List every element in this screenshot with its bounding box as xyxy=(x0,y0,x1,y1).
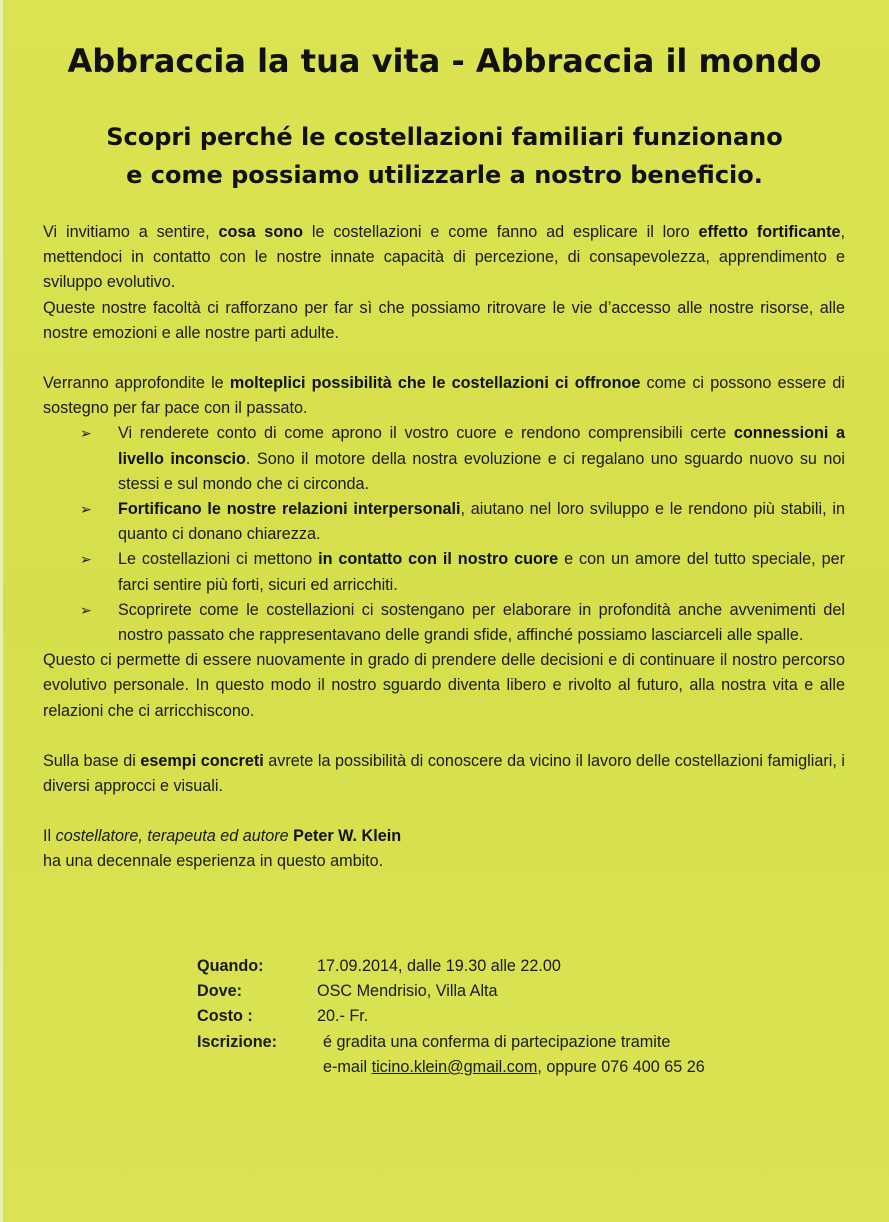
where-value: OSC Mendrisio, Villa Alta xyxy=(317,982,498,1001)
bold-run: esempi concreti xyxy=(140,751,264,770)
faculties-paragraph: Queste nostre facoltà ci rafforzano per far sì che possiamo ritrovare le vie d’accesso alle nostre risorse, alle nostre emozioni e alle nostre parti adulte. xyxy=(43,298,845,342)
italic-run: costellatore, terapeuta ed autore xyxy=(55,827,289,846)
spacer xyxy=(43,724,845,749)
intro-paragraph xyxy=(43,220,845,296)
cost-value: 20.- Fr. xyxy=(317,1007,369,1026)
text-run: Vi renderete conto di come aprono il vostro cuore e rendono comprensibili certe xyxy=(118,424,734,443)
cost-label: Costo : xyxy=(197,1007,253,1026)
text-run: ha una decennale esperienza in questo ambito. xyxy=(43,852,384,871)
signup-label: Iscrizione: xyxy=(197,1032,278,1051)
arrow-bullet-icon: ➢ xyxy=(80,601,92,618)
arrow-bullet-icon: ➢ xyxy=(80,501,92,518)
subtitle-line-2: e come possiamo utilizzarle a nostro beneficio. xyxy=(126,161,763,189)
text-run: e-mail xyxy=(323,1057,372,1076)
spacer xyxy=(43,346,845,371)
info-row-where xyxy=(197,979,705,1004)
text-run: e con un amore del tutto speciale, per farci sentire più forti, sicuri ed arricchiti. xyxy=(118,550,845,594)
contact-value xyxy=(317,1055,705,1080)
flyer-title: Abbraccia la tua vita - Abbraccia il mondo xyxy=(67,42,822,80)
benefits-list xyxy=(43,421,845,648)
bold-run: in contatto con il nostro cuore xyxy=(318,550,559,569)
info-row-when xyxy=(197,954,705,979)
list-item xyxy=(80,497,845,547)
flyer-subtitle xyxy=(0,118,889,194)
subtitle-line-1: Scopri perché le costellazioni familiari funzionano xyxy=(106,123,783,151)
list-item xyxy=(80,547,845,597)
email-link[interactable]: ticino.klein@gmail.com xyxy=(371,1057,538,1076)
signup-value: é gradita una conferma di partecipazione tramite xyxy=(323,1032,671,1051)
text-run: Vi invitiamo a sentire, xyxy=(43,223,219,241)
when-value: 17.09.2014, dalle 19.30 alle 22.00 xyxy=(317,957,561,975)
arrow-bullet-icon: ➢ xyxy=(80,551,92,568)
decisions-paragraph: Questo ci permette di essere nuovamente in grado di prendere delle decisioni e di continuare il nostro percorso evolutivo personale. In questo modo il nostro sguardo diventa libero e rivolto al futuro, alla nostra vita e alle relazioni che ci arricchiscono. xyxy=(43,651,845,720)
text-run: Verranno approfondite le xyxy=(43,374,230,393)
flyer-body xyxy=(43,220,845,875)
list-item xyxy=(80,421,846,497)
info-row-signup xyxy=(197,1030,705,1055)
examples-paragraph xyxy=(43,749,845,799)
possibilities-paragraph xyxy=(43,371,845,421)
bold-run: effetto fortificante xyxy=(698,223,841,241)
text-run: , aiutano nel loro sviluppo e le rendono più stabili, in quanto ci donano chiarezza. xyxy=(118,500,845,544)
text-run: come ci possono essere di sostegno per far pace con il passato. xyxy=(43,374,845,418)
info-row-cost xyxy=(197,1004,705,1029)
spacer xyxy=(43,799,845,824)
bold-run: Fortificano le nostre relazioni interpersonali xyxy=(118,500,461,519)
text-run: . Sono il motore della nostra evoluzione e ci regalano uno sguardo nuovo su noi stessi e sul mondo che ci circonda. xyxy=(118,449,846,493)
text-run: Le costellazioni ci mettono xyxy=(118,550,319,569)
phone-number: , oppure 076 400 65 26 xyxy=(537,1057,705,1076)
event-info xyxy=(197,954,705,1080)
bold-run: cosa sono xyxy=(218,223,303,241)
arrow-bullet-icon: ➢ xyxy=(80,425,92,442)
text-run: Sulla base di xyxy=(43,751,141,770)
bold-run: connessioni a livello inconscio xyxy=(118,424,846,468)
text-run: Scoprirete come le costellazioni ci sostengano per elaborare in profondità anche avvenimenti del nostro passato che rappresentavano delle grandi sfide, affinché possiamo lasciarceli alle spalle. xyxy=(118,600,845,645)
info-row-contact xyxy=(197,1055,705,1080)
where-label: Dove: xyxy=(197,982,242,1001)
presenter-paragraph xyxy=(43,824,845,874)
empty-label xyxy=(197,1055,317,1080)
text-run: le costellazioni e come fanno ad esplicare il loro xyxy=(302,223,699,241)
text-run: , mettendoci in contatto con le nostre innate capacità di percezione, di consapevolezza, apprendimento e sviluppo evolutivo. xyxy=(43,223,845,292)
text-run: avrete la possibilità di conoscere da vicino il lavoro delle costellazioni famigliari, i diversi approcci e visuali. xyxy=(43,751,845,796)
text-run: Il xyxy=(43,827,56,846)
when-label: Quando: xyxy=(197,957,264,975)
list-item xyxy=(80,598,845,648)
bold-run: molteplici possibilità che le costellazioni ci offronoe xyxy=(229,374,641,393)
presenter-name: Peter W. Klein xyxy=(293,827,402,846)
